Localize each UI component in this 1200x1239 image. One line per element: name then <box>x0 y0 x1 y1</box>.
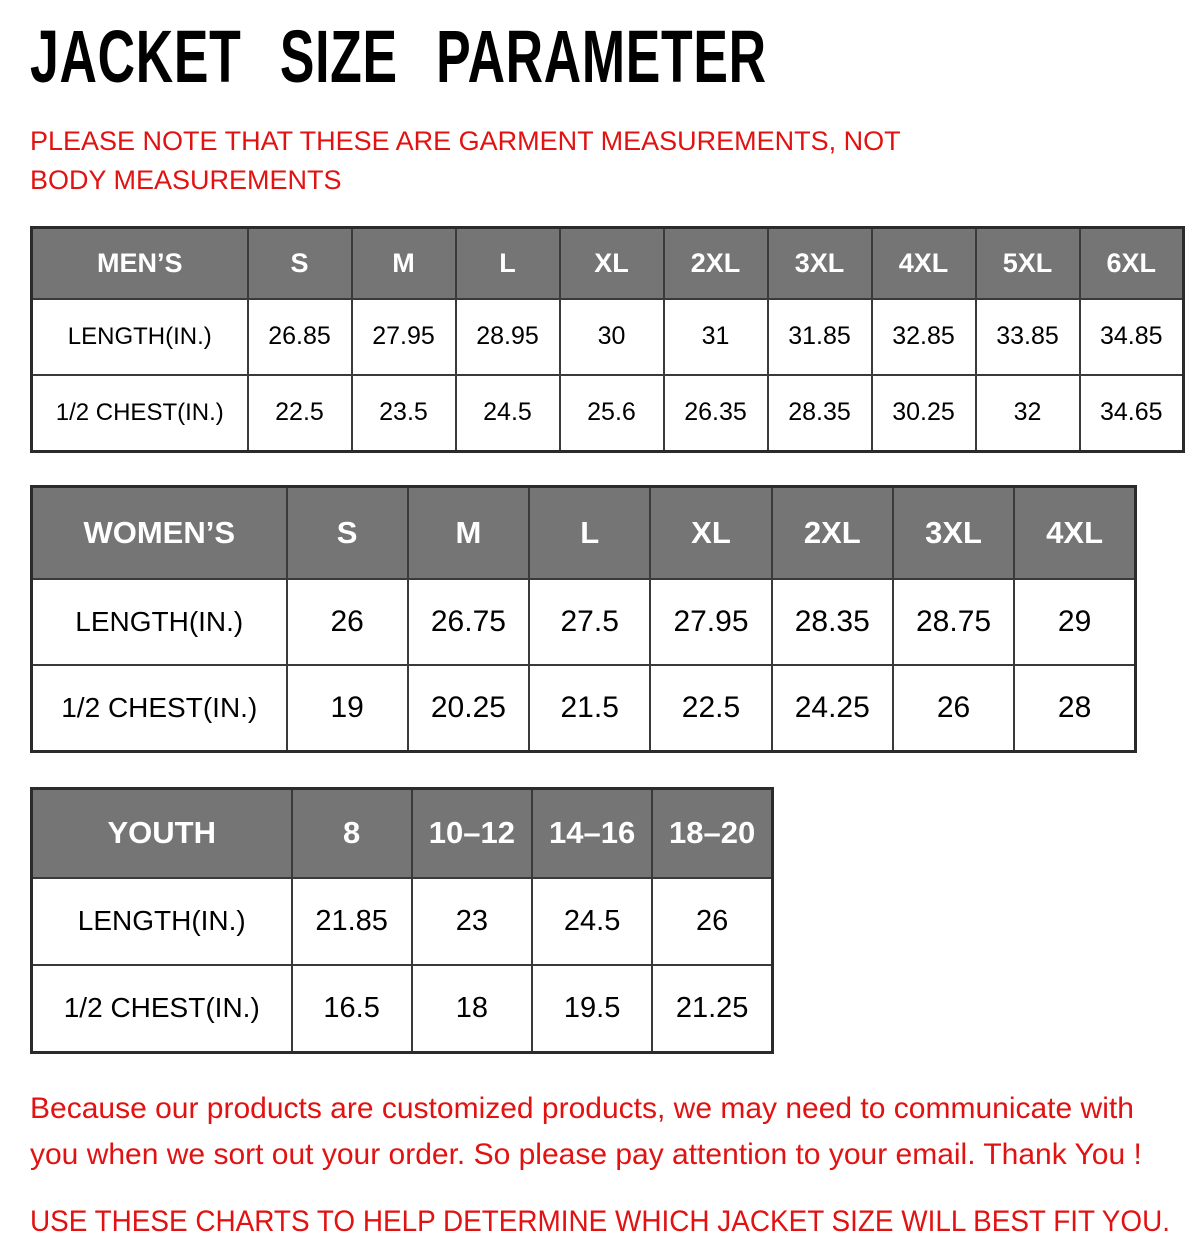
measurement-value-cell: 30 <box>560 299 664 375</box>
measurement-value-cell: 26.75 <box>408 579 529 665</box>
size-header-cell: M <box>352 227 456 299</box>
garment-measurement-note: PLEASE NOTE THAT THESE ARE GARMENT MEASUREMENTS, NOT BODY MEASUREMENTS <box>30 126 901 195</box>
youth-size-table <box>30 787 1200 1054</box>
measurement-value-cell: 29 <box>1014 579 1135 665</box>
size-header-cell: S <box>248 227 352 299</box>
size-header-cell: 8 <box>292 788 412 878</box>
measurement-label-cell: 1/2 CHEST(IN.) <box>32 965 292 1053</box>
size-header-cell: 4XL <box>1014 486 1135 579</box>
measurement-value-cell: 30.25 <box>872 375 976 452</box>
measurement-label-cell: LENGTH(IN.) <box>32 878 292 965</box>
measurement-value-cell: 31.85 <box>768 299 872 375</box>
size-header-cell: 5XL <box>976 227 1080 299</box>
measurement-value-cell: 32 <box>976 375 1080 452</box>
size-header-cell: L <box>456 227 560 299</box>
measurement-value-cell: 24.25 <box>772 665 893 752</box>
measurement-value-cell: 28.35 <box>768 375 872 452</box>
fit-advice-line: USE THESE CHARTS TO HELP DETERMINE WHICH JACKET SIZE WILL BEST FIT YOU. <box>30 1204 1171 1238</box>
header-row <box>32 788 773 878</box>
size-header-cell: XL <box>560 227 664 299</box>
measurement-value-cell: 27.5 <box>529 579 650 665</box>
measurement-value-cell: 22.5 <box>248 375 352 452</box>
measurement-value-cell: 32.85 <box>872 299 976 375</box>
measurement-value-cell: 27.95 <box>650 579 771 665</box>
page-title: JACKET SIZE PARAMETER <box>30 15 767 98</box>
size-header-cell: 14–16 <box>532 788 652 878</box>
size-header-cell: S <box>287 486 408 579</box>
measurement-value-cell: 26 <box>893 665 1014 752</box>
size-header-cell: 3XL <box>893 486 1014 579</box>
measurement-value-cell: 21.25 <box>652 965 772 1053</box>
youth-table-title-cell: YOUTH <box>32 788 292 878</box>
table-row <box>32 965 773 1053</box>
measurement-value-cell: 20.25 <box>408 665 529 752</box>
measurement-value-cell: 22.5 <box>650 665 771 752</box>
header-row <box>32 227 1184 299</box>
measurement-value-cell: 21.5 <box>529 665 650 752</box>
measurement-label-cell: LENGTH(IN.) <box>32 579 287 665</box>
table-row <box>32 878 773 965</box>
mens-table-title-cell: MEN’S <box>32 227 248 299</box>
measurement-value-cell: 23.5 <box>352 375 456 452</box>
measurement-value-cell: 24.5 <box>456 375 560 452</box>
size-header-cell: 2XL <box>772 486 893 579</box>
customization-email-notice: Because our products are customized products, we may need to communicate with you when we sort out your order. So please pay attention to your email. Thank You ! <box>30 1091 1142 1172</box>
size-header-cell: 3XL <box>768 227 872 299</box>
youth-table <box>30 787 774 1054</box>
measurement-value-cell: 21.85 <box>292 878 412 965</box>
size-header-cell: 4XL <box>872 227 976 299</box>
measurement-value-cell: 34.85 <box>1080 299 1184 375</box>
size-header-cell: 10–12 <box>412 788 532 878</box>
measurement-value-cell: 31 <box>664 299 768 375</box>
measurement-value-cell: 24.5 <box>532 878 652 965</box>
measurement-value-cell: 25.6 <box>560 375 664 452</box>
measurement-label-cell: 1/2 CHEST(IN.) <box>32 375 248 452</box>
table-row <box>32 299 1184 375</box>
mens-size-table <box>30 226 1200 453</box>
womens-table <box>30 485 1137 753</box>
womens-table-title-cell: WOMEN’S <box>32 486 287 579</box>
measurement-label-cell: LENGTH(IN.) <box>32 299 248 375</box>
size-header-cell: L <box>529 486 650 579</box>
size-header-cell: XL <box>650 486 771 579</box>
header-row <box>32 486 1136 579</box>
mens-table <box>30 226 1185 453</box>
measurement-value-cell: 16.5 <box>292 965 412 1053</box>
size-header-cell: M <box>408 486 529 579</box>
measurement-value-cell: 26 <box>287 579 408 665</box>
measurement-value-cell: 28.35 <box>772 579 893 665</box>
measurement-value-cell: 26 <box>652 878 772 965</box>
measurement-value-cell: 34.65 <box>1080 375 1184 452</box>
womens-size-table <box>30 485 1200 753</box>
measurement-value-cell: 26.35 <box>664 375 768 452</box>
size-header-cell: 6XL <box>1080 227 1184 299</box>
measurement-value-cell: 33.85 <box>976 299 1080 375</box>
jacket-size-chart-page <box>0 15 1200 1238</box>
size-header-cell: 2XL <box>664 227 768 299</box>
table-row <box>32 375 1184 452</box>
size-header-cell: 18–20 <box>652 788 772 878</box>
table-row <box>32 579 1136 665</box>
measurement-value-cell: 19 <box>287 665 408 752</box>
measurement-value-cell: 26.85 <box>248 299 352 375</box>
measurement-value-cell: 28.75 <box>893 579 1014 665</box>
measurement-value-cell: 28 <box>1014 665 1135 752</box>
table-row <box>32 665 1136 752</box>
measurement-label-cell: 1/2 CHEST(IN.) <box>32 665 287 752</box>
measurement-value-cell: 18 <box>412 965 532 1053</box>
measurement-value-cell: 27.95 <box>352 299 456 375</box>
measurement-value-cell: 19.5 <box>532 965 652 1053</box>
measurement-value-cell: 28.95 <box>456 299 560 375</box>
measurement-value-cell: 23 <box>412 878 532 965</box>
